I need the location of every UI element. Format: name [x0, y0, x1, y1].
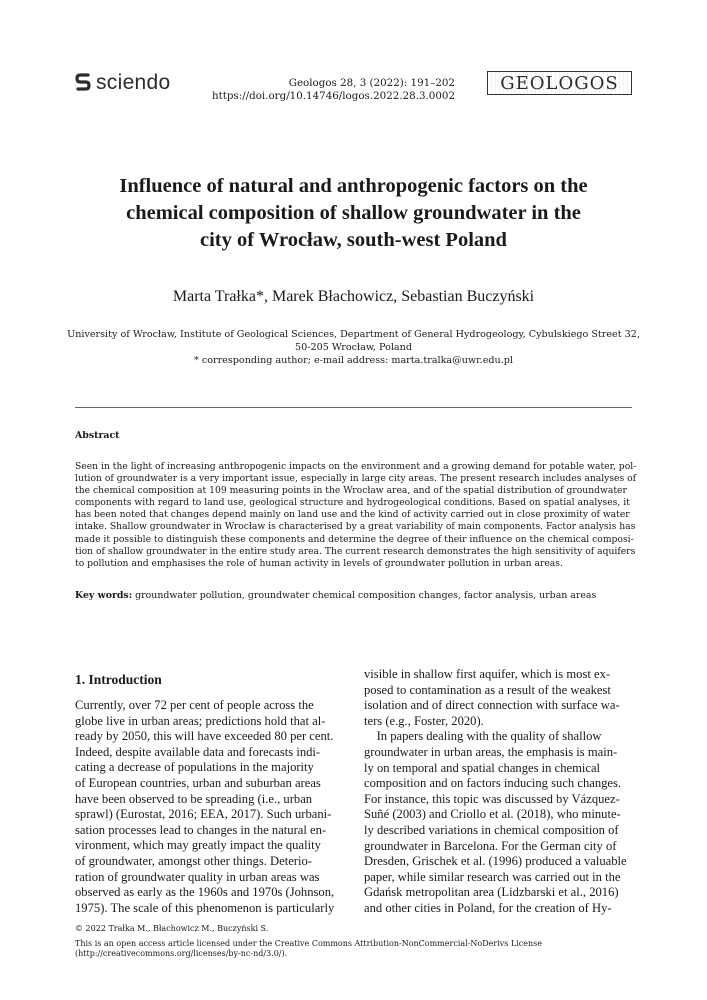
abstract-line: the chemical composition at 109 measuring points in the Wrocław area, and of the spatial distribution of groundwater [75, 485, 627, 497]
body-line: globe live in urban areas; predictions hold that al- [75, 713, 326, 728]
body-line: vironment, which may greatly impact the quality [75, 838, 321, 853]
body-line: of European countries, urban and suburban areas [75, 775, 321, 790]
doi-link[interactable]: https://doi.org/10.14746/logos.2022.28.3.0002 [211, 90, 455, 102]
abstract-body [75, 461, 637, 570]
body-line: posed to contamination as a result of the weakest [364, 682, 611, 697]
body-line: observed as early as the 1960s and 1970s (Johnson, [75, 885, 335, 900]
license-link[interactable]: (http://creativecommons.org/licenses/by-nc-nd/3.0/). [75, 949, 288, 958]
body-line: Gdańsk metropolitan area (Lidzbarski et al., 2016) [364, 885, 619, 900]
body-line: sprawl) (Eurostat, 2016; EEA, 2017). Such urbani- [75, 807, 332, 822]
keywords [75, 590, 596, 601]
affiliation-line: 50-205 Wrocław, Poland [295, 342, 412, 353]
body-line: groundwater in urban areas, the emphasis is main- [364, 744, 618, 759]
keywords-text: groundwater pollution, groundwater chemical composition changes, factor analysis, urban areas [132, 590, 597, 601]
affiliation [60, 328, 647, 367]
abstract-line: intake. Shallow groundwater in Wrocław is characterised by a great variability of main components. Factor analysis has [75, 521, 636, 533]
body-line: composition and on factors inducing such changes. [364, 776, 622, 791]
publisher-logo [75, 71, 170, 95]
abstract-line: Seen in the light of increasing anthropogenic impacts on the environment and a growing demand for potable water, pol- [75, 461, 637, 472]
title-line: Influence of natural and anthropogenic factors on the [119, 175, 588, 197]
body-line: Suñé (2003) and Criollo et al. (2018), who minute- [364, 807, 621, 822]
body-line: ready by 2050, this will have exceeded 80 per cent. [75, 729, 334, 744]
keywords-label: Key words: [75, 590, 133, 601]
body-line: Indeed, despite available data and forecasts indi- [75, 744, 321, 759]
journal-citation: Geologos 28, 3 (2022): 191–202 [288, 77, 455, 89]
body-line: sation processes lead to changes in the natural en- [75, 822, 327, 837]
abstract-line: has been noted that changes depend mainly on land use and the kind of activity carried out in close proximity of water [75, 509, 630, 521]
abstract-line: lution of groundwater is a very important issue, especially in large city areas. The present research includes analyses of [75, 473, 637, 485]
authors: Marta Trałka*, Marek Błachowicz, Sebastian Buczyński [172, 288, 535, 305]
body-line: visible in shallow first aquifer, which is most ex- [364, 667, 611, 681]
journal-logo [487, 71, 632, 95]
abstract-line: made it possible to distinguish these components and determine the degree of their influence on the chemical composi- [75, 533, 634, 545]
corresponding-author: * corresponding author; e-mail address: marta.tralka@uwr.edu.pl [194, 355, 513, 366]
body-line: ters (e.g., Foster, 2020). [364, 713, 484, 728]
body-column-left [75, 698, 334, 916]
body-line: cating a decrease of populations in the majority [75, 760, 314, 775]
title-line: chemical composition of shallow groundwater in the [126, 202, 581, 224]
body-line: For instance, this topic was discussed by Vázquez- [364, 791, 620, 806]
body-column-right [364, 667, 627, 917]
body-line: isolation and of direct connection with surface wa- [364, 698, 620, 713]
section-divider [75, 407, 632, 408]
license-footer [75, 924, 542, 960]
abstract-line: components with regard to land use, geological structure and hydrogeological conditions. Based on spatial analyses, it [75, 497, 630, 509]
article-title [60, 173, 647, 254]
body-line: paper, while similar research was carried out in the [364, 869, 621, 884]
publisher-name: sciendo [96, 71, 171, 94]
title-line: city of Wrocław, south-west Poland [200, 229, 507, 251]
section-heading-introduction: 1. Introduction [75, 672, 162, 687]
body-line: of groundwater, amongst other things. Deterio- [75, 853, 312, 868]
body-line: groundwater in Barcelona. For the German city of [364, 838, 617, 853]
journal-logo-text: GEOLOGOS [500, 72, 619, 94]
body-line: 1975). The scale of this phenomenon is particularly [75, 900, 335, 915]
body-line: and other cities in Poland, for the creation of Hy- [364, 900, 612, 915]
sciendo-logo-icon [75, 72, 91, 94]
body-line: ly on temporal and spatial changes in chemical [364, 760, 601, 775]
abstract-line: to pollution and emphasises the role of human activity in levels of groundwater pollution in urban areas. [75, 557, 563, 569]
body-line: ration of groundwater quality in urban areas was [75, 869, 320, 884]
body-line: Dresden, Grischek et al. (1996) produced a valuable [364, 854, 627, 869]
body-line: Currently, over 72 per cent of people across the [75, 698, 314, 712]
copyright: © 2022 Trałka M., Błachowicz M., Buczyński S. [75, 924, 269, 933]
body-line: have been observed to be spreading (i.e., urban [75, 791, 313, 806]
affiliation-line: University of Wrocław, Institute of Geological Sciences, Department of General Hydrogeology, Cybulskiego Street 32, [67, 329, 640, 340]
body-line: ly described variations in chemical composition of [364, 822, 619, 837]
abstract-heading: Abstract [75, 430, 120, 441]
abstract-line: tion of shallow groundwater in the entire study area. The current research demonstrates the high sensitivity of aquifers [75, 545, 636, 557]
journal-citation-block [212, 77, 455, 103]
license-line: This is an open access article licensed under the Creative Commons Attribution-NonCommercial-NoDerivs License [75, 938, 543, 948]
body-line: In papers dealing with the quality of shallow [364, 729, 602, 744]
